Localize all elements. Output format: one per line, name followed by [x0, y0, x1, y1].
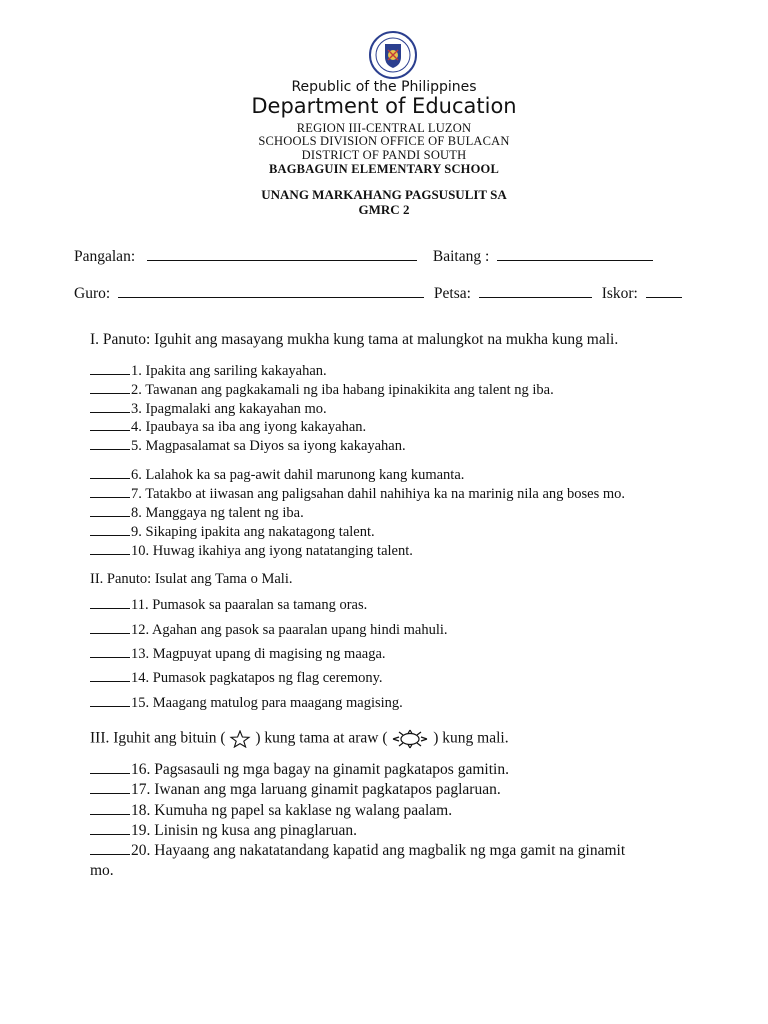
list-item: 16. Pagsasauli ng mga bagay na ginamit pagkatapos gamitin. [90, 761, 509, 779]
section1-instruction: I. Panuto: Iguhit ang masayang mukha kung tama at malungkot na mukha kung mali. [90, 331, 619, 348]
date-label: Petsa: [433, 285, 471, 302]
form-row-2 [74, 283, 682, 303]
section3-instruction: III. Iguhit ang bituin ( ) kung tama at araw ( ) kung mali. [90, 729, 509, 749]
list-item: 6. Lalahok ka sa pag-awit dahil marunong kang kumanta. [90, 466, 464, 484]
answer-blank[interactable] [90, 822, 130, 835]
exam-subject: GMRC 2 [358, 202, 410, 217]
list-item: 14. Pumasok pagkatapos ng flag ceremony. [90, 669, 383, 687]
score-field[interactable] [646, 283, 682, 298]
sun-icon [391, 729, 429, 749]
answer-blank[interactable] [90, 437, 130, 450]
score-label: Iskor: [601, 285, 638, 302]
teacher-field[interactable] [118, 283, 424, 298]
date-field[interactable] [479, 283, 592, 298]
exam-title: UNANG MARKAHANG PAGSUSULIT SA [261, 187, 507, 202]
list-item: 17. Iwanan ang mga laruang ginamit pagkatapos paglaruan. [90, 781, 501, 799]
list-item: 1. Ipakita ang sariling kakayahan. [90, 362, 327, 380]
list-item: 12. Agahan ang pasok sa paaralan upang hindi mahuli. [90, 621, 448, 639]
deped-seal-icon [366, 30, 420, 80]
answer-blank[interactable] [90, 761, 130, 774]
answer-blank[interactable] [90, 669, 130, 682]
teacher-label: Guro: [74, 285, 111, 302]
answer-blank[interactable] [90, 523, 130, 536]
division-text: SCHOOLS DIVISION OFFICE OF BULACAN [258, 134, 510, 148]
name-label: Pangalan: [74, 248, 136, 265]
district-text: DISTRICT OF PANDI SOUTH [301, 148, 467, 162]
answer-blank[interactable] [90, 781, 130, 794]
list-item: 10. Huwag ikahiya ang iyong natatanging talent. [90, 542, 413, 560]
answer-blank[interactable] [90, 842, 130, 855]
list-item: 11. Pumasok sa paaralan sa tamang oras. [90, 596, 367, 614]
list-item: 19. Linisin ng kusa ang pinaglaruan. [90, 822, 357, 840]
list-item: 20. Hayaang ang nakatatandang kapatid ang magbalik ng mga gamit na ginamit [90, 842, 625, 860]
list-item: 9. Sikaping ipakita ang nakatagong talent. [90, 523, 375, 541]
grade-label: Baitang : [432, 248, 490, 265]
list-item: 5. Magpasalamat sa Diyos sa iyong kakayahan. [90, 437, 406, 455]
answer-blank[interactable] [90, 645, 130, 658]
answer-blank[interactable] [90, 504, 130, 517]
department-title: Department of Education [251, 94, 517, 118]
region-text: REGION III-CENTRAL LUZON [296, 121, 472, 135]
star-icon [229, 730, 251, 748]
form-row-1 [74, 246, 653, 266]
list-item-continuation: mo. [90, 862, 114, 879]
list-item: 15. Maagang matulog para maagang magising. [90, 694, 403, 712]
list-item: 8. Manggaya ng talent ng iba. [90, 504, 304, 522]
list-item: 18. Kumuha ng papel sa kaklase ng walang paalam. [90, 802, 452, 820]
name-field[interactable] [147, 246, 417, 261]
answer-blank[interactable] [90, 466, 130, 479]
section2-instruction: II. Panuto: Isulat ang Tama o Mali. [90, 571, 293, 587]
list-item: 7. Tatakbo at iiwasan ang paligsahan dahil nahihiya ka na marinig nila ang boses mo. [90, 485, 625, 503]
school-name: BAGBAGUIN ELEMENTARY SCHOOL [269, 162, 499, 176]
list-item: 2. Tawanan ang pagkakamali ng iba habang ipinakikita ang talent ng iba. [90, 381, 554, 399]
answer-blank[interactable] [90, 381, 130, 394]
answer-blank[interactable] [90, 485, 130, 498]
republic-text: Republic of the Philippines [291, 79, 477, 95]
list-item: 3. Ipagmalaki ang kakayahan mo. [90, 400, 327, 418]
answer-blank[interactable] [90, 694, 130, 707]
answer-blank[interactable] [90, 418, 130, 431]
answer-blank[interactable] [90, 621, 130, 634]
answer-blank[interactable] [90, 802, 130, 815]
list-item: 4. Ipaubaya sa iba ang iyong kakayahan. [90, 418, 366, 436]
list-item: 13. Magpuyat upang di magising ng maaga. [90, 645, 386, 663]
grade-field[interactable] [497, 246, 653, 261]
answer-blank[interactable] [90, 400, 130, 413]
answer-blank[interactable] [90, 596, 130, 609]
answer-blank[interactable] [90, 362, 130, 375]
answer-blank[interactable] [90, 542, 130, 555]
